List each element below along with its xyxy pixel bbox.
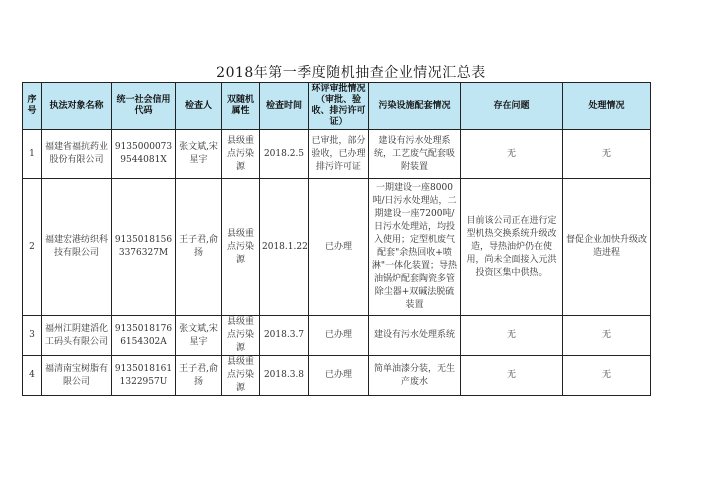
cell-code: 91350181611322957U xyxy=(112,356,176,396)
inspection-summary-table xyxy=(22,82,651,396)
cell-problem: 无 xyxy=(461,316,563,356)
header-date: 检查时间 xyxy=(260,83,309,130)
header-handling: 处理情况 xyxy=(563,83,651,130)
cell-date: 2018.2.5 xyxy=(260,130,309,179)
cell-problem: 无 xyxy=(461,356,563,396)
cell-code: 91350181766154302A xyxy=(112,316,176,356)
cell-no: 4 xyxy=(23,356,42,396)
header-code: 统一社会信用代码 xyxy=(112,83,176,130)
cell-date: 2018.3.7 xyxy=(260,316,309,356)
cell-no: 3 xyxy=(23,316,42,356)
header-facility: 污染设施配套情况 xyxy=(369,83,461,130)
cell-inspector: 王子君,俞扬 xyxy=(176,179,222,316)
cell-code: 91350000739544081X xyxy=(112,130,176,179)
cell-eia: 已办理 xyxy=(309,179,369,316)
cell-code: 91350181563376327M xyxy=(112,179,176,316)
header-eia: 环评审批情况（审批、验收、排污许可证） xyxy=(309,83,369,130)
cell-eia: 已办理 xyxy=(309,356,369,396)
header-attr: 双随机属性 xyxy=(222,83,260,130)
cell-inspector: 张文斌,宋星宇 xyxy=(176,316,222,356)
cell-handling: 无 xyxy=(563,316,651,356)
cell-problem: 无 xyxy=(461,130,563,179)
cell-no: 1 xyxy=(23,130,42,179)
cell-facility: 一期建设一座8000吨/日污水处理站，二期建设一座7200吨/日污水处理站，均投入使用；定型机废气配套"余热回收+喷淋"一体化装置；导热油锅炉配套陶瓷多管除尘器+双碱法脱硫装置 xyxy=(369,179,461,316)
table-row xyxy=(23,130,651,179)
cell-inspector: 王子君,俞扬 xyxy=(176,356,222,396)
cell-attr: 县级重点污染源 xyxy=(222,356,260,396)
cell-name: 福清南宝树脂有限公司 xyxy=(42,356,112,396)
cell-eia: 已审批，部分验收，已办理排污许可证 xyxy=(309,130,369,179)
cell-date: 2018.1.22 xyxy=(260,179,309,316)
document-title: 2018年第一季度随机抽查企业情况汇总表 xyxy=(216,65,486,81)
cell-problem: 目前该公司正在进行定型机热交换系统升级改造，导热油炉仍在使用，尚未全面接入元洪投资区集中供热。 xyxy=(461,179,563,316)
cell-attr: 县级重点污染源 xyxy=(222,130,260,179)
table-row xyxy=(23,316,651,356)
header-problem: 存在问题 xyxy=(461,83,563,130)
cell-facility: 建设有污水处理系统，工艺废气配套吸附装置 xyxy=(369,130,461,179)
header-name: 执法对象名称 xyxy=(42,83,112,130)
cell-handling: 无 xyxy=(563,356,651,396)
table-row xyxy=(23,356,651,396)
cell-eia: 已办理 xyxy=(309,316,369,356)
header-no: 序号 xyxy=(23,83,42,130)
cell-attr: 县级重点污染源 xyxy=(222,316,260,356)
cell-name: 福建宏港纺织科技有限公司 xyxy=(42,179,112,316)
cell-handling: 无 xyxy=(563,130,651,179)
cell-inspector: 张文斌,宋星宇 xyxy=(176,130,222,179)
cell-attr: 县级重点污染源 xyxy=(222,179,260,316)
cell-name: 福州江阴建滔化工码头有限公司 xyxy=(42,316,112,356)
table-row xyxy=(23,179,651,316)
cell-date: 2018.3.8 xyxy=(260,356,309,396)
cell-facility: 建设有污水处理系统 xyxy=(369,316,461,356)
cell-no: 2 xyxy=(23,179,42,316)
header-inspector: 检查人 xyxy=(176,83,222,130)
cell-facility: 简单油漆分装，无生产废水 xyxy=(369,356,461,396)
cell-name: 福建省福抗药业股份有限公司 xyxy=(42,130,112,179)
table-header-row xyxy=(23,83,651,130)
cell-handling: 督促企业加快升级改造进程 xyxy=(563,179,651,316)
